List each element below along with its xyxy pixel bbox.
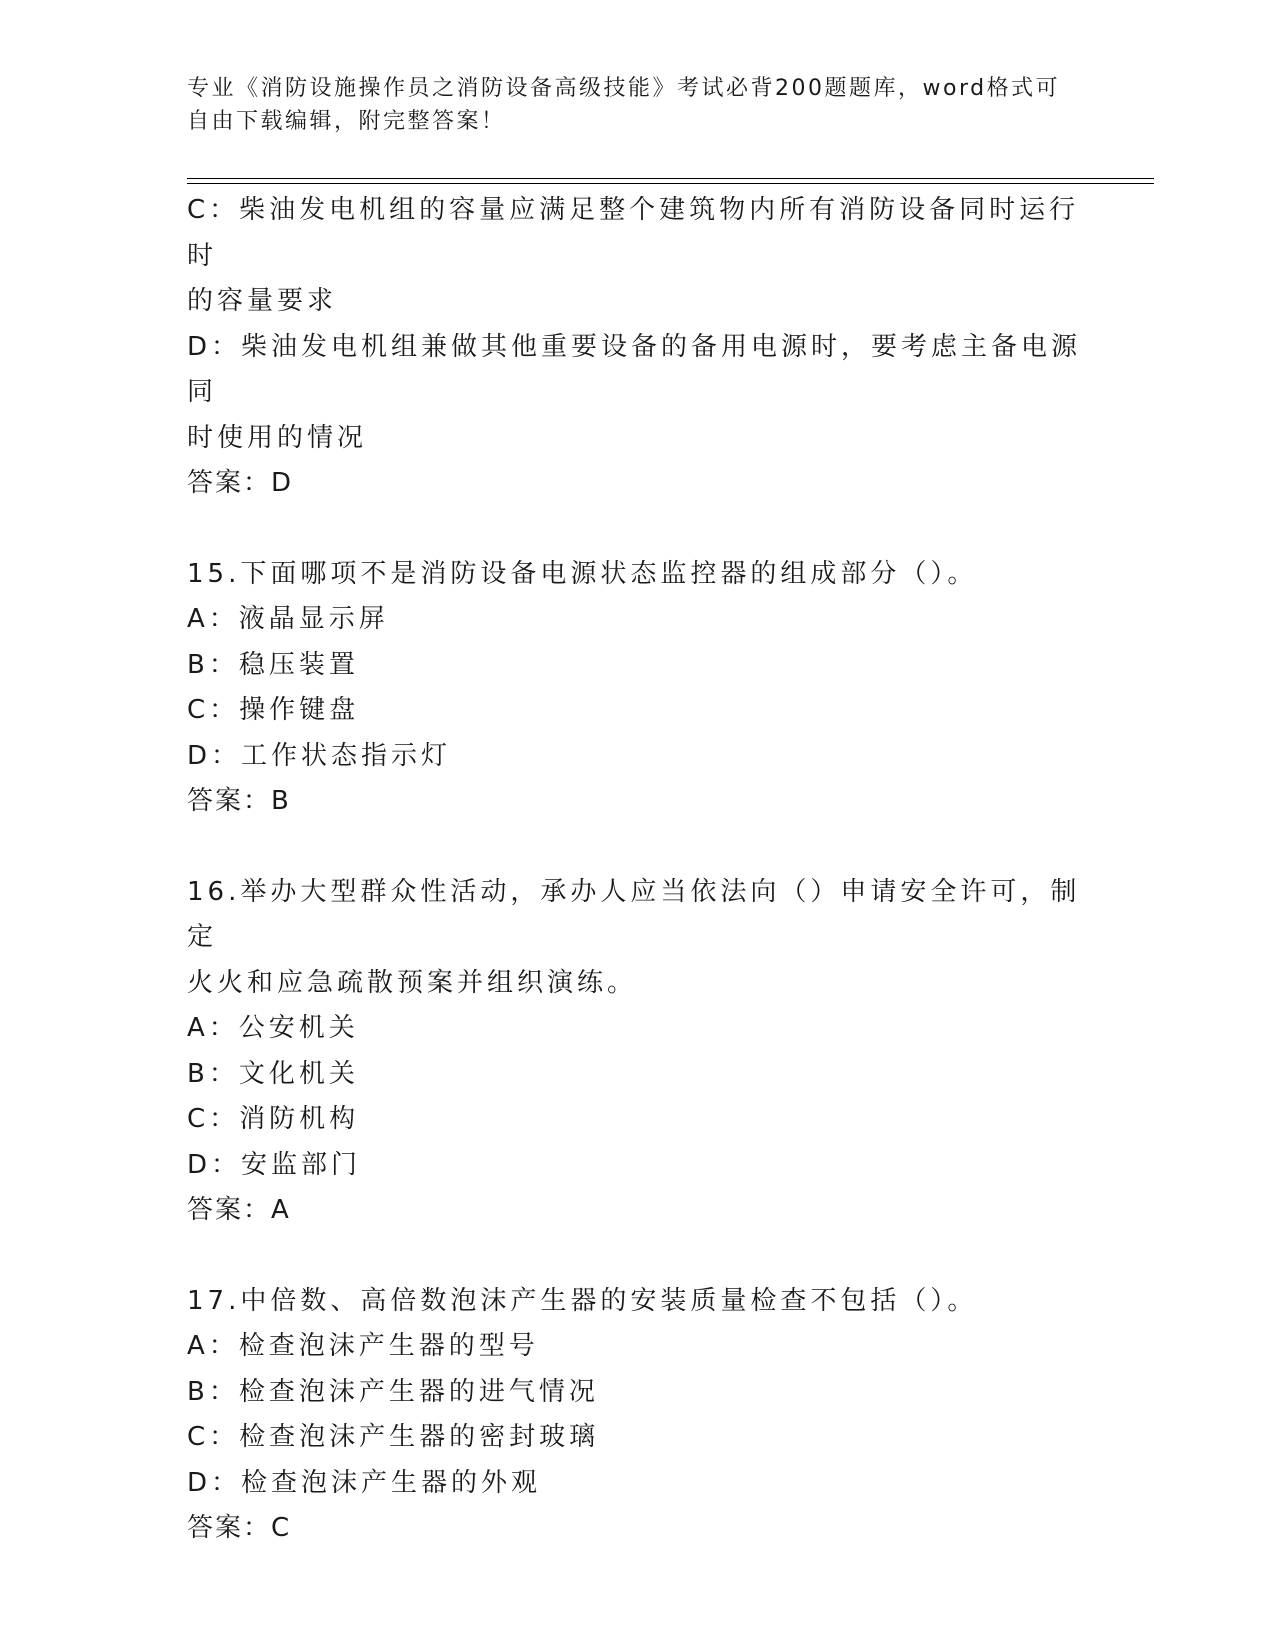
header-line-1: 专业《消防设施操作员之消防设备高级技能》考试必背200题题库，word格式可 [187, 76, 1061, 101]
option-d-line-1: D：柴油发电机组兼做其他重要设备的备用电源时，要考虑主备电源同 [187, 331, 1082, 407]
spacer [187, 825, 1087, 870]
option-c: C：检查泡沫产生器的密封玻璃 [187, 1422, 600, 1452]
option-d: D：检查泡沫产生器的外观 [187, 1467, 542, 1498]
option-d: D：工作状态指示灯 [187, 740, 452, 771]
answer: 答案：D [187, 468, 294, 498]
option-d: D：安监部门 [187, 1149, 362, 1180]
question-stem-line-2: 火火和应急疏散预案并组织演练。 [187, 967, 638, 998]
option-d-line-2: 时使用的情况 [187, 422, 368, 453]
question-16 [187, 870, 1087, 1234]
question-14-continued [187, 188, 1087, 507]
header-divider-top [187, 178, 1154, 179]
option-c-line-2: 的容量要求 [187, 286, 338, 316]
option-a: A：公安机关 [187, 1013, 359, 1043]
question-stem-line-1: 16.举办大型群众性活动，承办人应当依法向（）申请安全许可，制定 [187, 876, 1081, 952]
option-c: C：消防机构 [187, 1104, 360, 1134]
answer: 答案：C [187, 1513, 292, 1543]
option-a: A：液晶显示屏 [187, 604, 389, 634]
spacer [187, 1234, 1087, 1279]
option-c-line-1: C：柴油发电机组的容量应满足整个建筑物内所有消防设备同时运行时 [187, 195, 1080, 271]
spacer [187, 507, 1087, 552]
document-header [187, 72, 1087, 138]
option-b: B：稳压装置 [187, 649, 359, 680]
option-b: B：检查泡沫产生器的进气情况 [187, 1376, 599, 1407]
question-17 [187, 1279, 1087, 1552]
question-stem: 15.下面哪项不是消防设备电源状态监控器的组成部分（）。 [187, 558, 978, 589]
answer: 答案：B [187, 786, 291, 816]
option-b: B：文化机关 [187, 1058, 359, 1089]
question-content [187, 188, 1087, 1552]
option-a: A：检查泡沫产生器的型号 [187, 1331, 539, 1361]
option-c: C：操作键盘 [187, 695, 360, 725]
question-stem: 17.中倍数、高倍数泡沫产生器的安装质量检查不包括（）。 [187, 1285, 978, 1316]
answer: 答案：A [187, 1195, 291, 1225]
header-divider-bottom [187, 183, 1154, 184]
header-line-2: 自由下载编辑，附完整答案！ [187, 109, 506, 134]
question-15 [187, 552, 1087, 825]
